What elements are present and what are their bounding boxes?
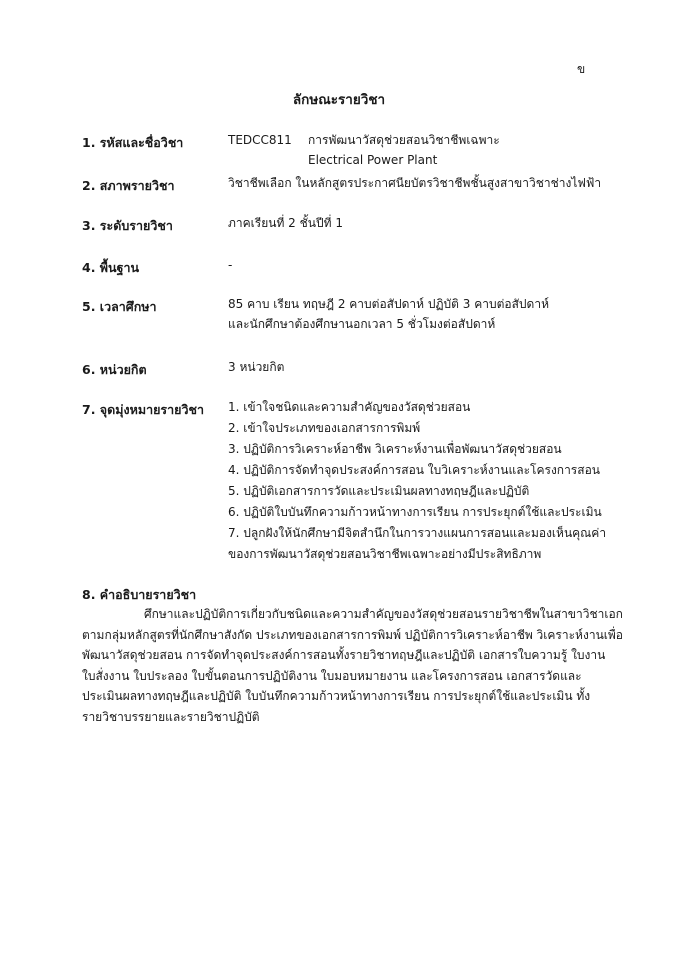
prerequisite-value: - xyxy=(228,258,233,272)
course-level-label: 3. ระดับรายวิชา xyxy=(82,218,173,233)
course-status-label: 2. สภาพรายวิชา xyxy=(82,178,175,193)
objectives-list xyxy=(228,397,606,565)
course-code-label: 1. รหัสและชื่อวิชา xyxy=(82,135,184,150)
course-code: TEDCC811 xyxy=(228,133,292,147)
description-line: รายวิชาบรรยายและรายวิชาปฏิบัติ xyxy=(82,709,260,724)
credits-label: 6. หน่วยกิต xyxy=(82,362,147,377)
course-status-value: วิชาชีพเลือก ในหลักสูตรประกาศนียบัตรวิชาชีพชั้นสูงสาขาวิชาช่างไฟฟ้า xyxy=(228,176,602,190)
course-name-th: การพัฒนาวัสดุช่วยสอนวิชาชีพเฉพาะ xyxy=(308,133,500,147)
description-label: 8. คำอธิบายรายวิชา xyxy=(82,587,197,602)
objective-item: ของการพัฒนาวัสดุช่วยสอนวิชาชีพเฉพาะอย่างมีประสิทธิภาพ xyxy=(228,547,542,561)
description-line: พัฒนาวัสดุช่วยสอน การจัดทำจุดประสงค์การสอนทั้งรายวิชาทฤษฎีและปฏิบัติ เอกสารใบความรู้ ใบงาน xyxy=(82,648,606,662)
objectives-label: 7. จุดมุ่งหมายรายวิชา xyxy=(82,402,204,417)
study-time-value xyxy=(228,295,549,334)
study-time-line-2: และนักศึกษาต้องศึกษานอกเวลา 5 ชั่วโมงต่อสัปดาห์ xyxy=(228,316,496,331)
description-body xyxy=(82,604,623,727)
course-name-en: Electrical Power Plant xyxy=(308,152,438,167)
objective-item: 1. เข้าใจชนิดและความสำคัญของวัสดุช่วยสอน xyxy=(228,400,471,414)
objective-item: 3. ปฏิบัติการวิเคราะห์อาชีพ วิเคราะห์งานเพื่อพัฒนาวัสดุช่วยสอน xyxy=(228,442,562,456)
objective-item: 7. ปลูกฝังให้นักศึกษามีจิตสำนึกในการวางแผนการสอนและมองเห็นคุณค่า xyxy=(228,526,607,540)
credits-value: 3 หน่วยกิต xyxy=(228,360,285,374)
course-level-value: ภาคเรียนที่ 2 ชั้นปีที่ 1 xyxy=(228,216,343,230)
course-code-value xyxy=(228,131,500,170)
page-title: ลักษณะรายวิชา xyxy=(292,92,386,108)
prerequisite-label: 4. พื้นฐาน xyxy=(82,260,140,275)
description-line: ประเมินผลทางทฤษฎีและปฏิบัติ ใบบันทึกความก้าวหน้าทางการเรียน การประยุกต์ใช้และประเมิน ทั้ง xyxy=(82,689,591,703)
study-time-label: 5. เวลาศึกษา xyxy=(82,299,157,314)
description-line: ใบสั่งงาน ใบประลอง ใบขั้นตอนการปฏิบัติงาน ใบมอบหมายงาน และโครงการสอน เอกสารวัดและ xyxy=(82,668,582,683)
page-number: ข xyxy=(577,62,586,76)
objective-item: 5. ปฏิบัติเอกสารการวัดและประเมินผลทางทฤษฎีและปฏิบัติ xyxy=(228,484,530,498)
description-line: ศึกษาและปฏิบัติการเกี่ยวกับชนิดและความสำคัญของวัสดุช่วยสอนรายวิชาชีพในสาขาวิชาเอก xyxy=(144,607,623,621)
objective-item: 4. ปฏิบัติการจัดทำจุดประสงค์การสอน ใบวิเคราะห์งานและโครงการสอน xyxy=(228,463,600,477)
description-line: ตามกลุ่มหลักสูตรที่นักศึกษาสังกัด ประเภทของเอกสารการพิมพ์ ปฏิบัติการวิเคราะห์อาชีพ วิเคราะห์งานเพื่อ xyxy=(82,627,623,642)
study-time-line-1: 85 คาบ เรียน ทฤษฎี 2 คาบต่อสัปดาห์ ปฏิบัติ 3 คาบต่อสัปดาห์ xyxy=(228,297,549,311)
objective-item: 6. ปฏิบัติใบบันทึกความก้าวหน้าทางการเรียน การประยุกต์ใช้และประเมิน xyxy=(228,505,602,519)
objective-item: 2. เข้าใจประเภทของเอกสารการพิมพ์ xyxy=(228,421,421,435)
